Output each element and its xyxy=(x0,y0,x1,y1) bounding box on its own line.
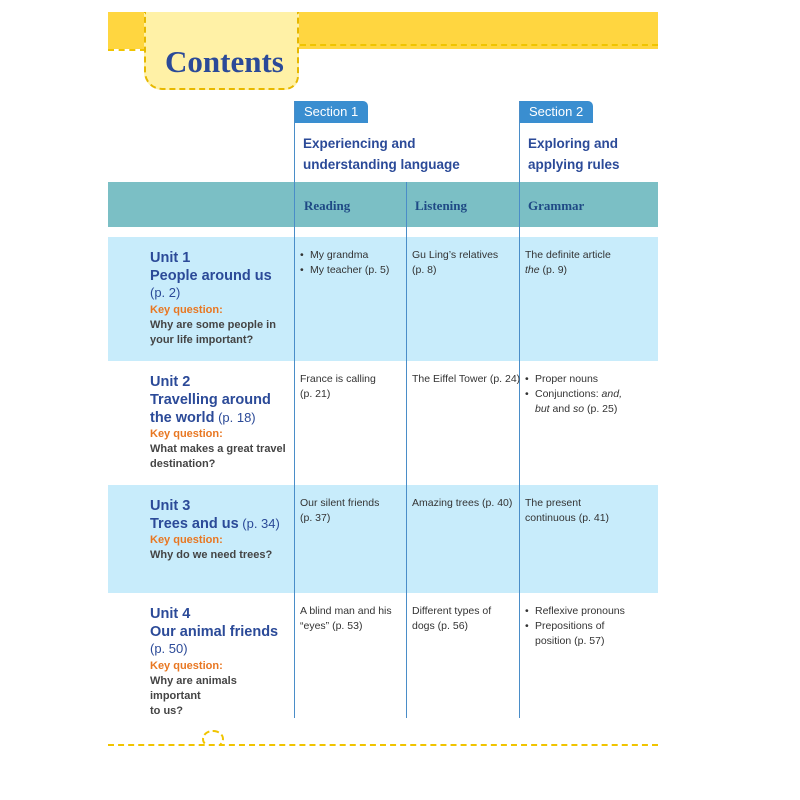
column-divider-1 xyxy=(294,101,295,718)
unit-2-grammar-mid: and xyxy=(549,403,573,415)
unit-2-grammar-item: • Proper nouns xyxy=(525,372,622,387)
section-2-line2: applying rules xyxy=(528,157,620,172)
section-2-line1: Exploring and xyxy=(528,136,619,151)
unit-1-listening xyxy=(412,248,498,278)
unit-3-grammar-line2: continuous (p. 41) xyxy=(525,512,610,524)
unit-4-grammar-item2: Prepositions of xyxy=(535,620,605,632)
unit-2-title-line2-text: the world xyxy=(150,410,215,426)
unit-4-name: Unit 4 xyxy=(150,606,191,622)
section-1-line2: understanding language xyxy=(303,157,460,172)
unit-2-grammar-pre: Conjunctions: xyxy=(535,388,602,400)
column-listening: Listening xyxy=(415,198,468,213)
column-grammar: Grammar xyxy=(528,198,585,213)
unit-1-key-line2: your life important? xyxy=(150,334,254,346)
unit-1-info xyxy=(150,249,290,348)
unit-1-reading xyxy=(300,248,389,278)
unit-4-key-line2: to us? xyxy=(150,705,183,717)
unit-1-grammar-italic: the xyxy=(525,264,540,276)
unit-2-title-line2 xyxy=(150,409,290,427)
column-reading: Reading xyxy=(304,198,351,213)
page-title: Contents xyxy=(165,44,284,79)
unit-1-listening-line2: (p. 8) xyxy=(412,264,437,276)
unit-2-grammar-item xyxy=(525,387,622,417)
unit-4-key-label: Key question: xyxy=(150,660,223,672)
unit-1-listening-line1: Gu Ling’s relatives xyxy=(412,249,499,261)
unit-1-title: People around us xyxy=(150,268,272,284)
unit-3-key-line1: Why do we need trees? xyxy=(150,549,273,561)
section-1-line1: Experiencing and xyxy=(303,136,416,151)
unit-1-key-label: Key question: xyxy=(150,304,223,316)
unit-1-name: Unit 1 xyxy=(150,250,191,266)
unit-2-key-line1: What makes a great travel xyxy=(150,443,286,455)
unit-3-listening xyxy=(412,496,512,511)
unit-4-grammar-item xyxy=(525,619,625,649)
unit-1-grammar-line1: The definite article xyxy=(525,249,611,261)
unit-4-grammar xyxy=(525,604,625,649)
section-2-description xyxy=(528,133,620,175)
unit-4-key-line1: Why are animals important xyxy=(150,675,237,702)
unit-2-listening-line1: The Eiffel Tower (p. 24) xyxy=(412,373,521,385)
unit-4-grammar-item: • Reflexive pronouns xyxy=(525,604,625,619)
banner-dashed-line-left xyxy=(108,49,146,51)
unit-2-title-line1: Travelling around xyxy=(150,392,271,408)
unit-2-key-line2: destination? xyxy=(150,458,216,470)
unit-3-page: (p. 34) xyxy=(238,516,280,531)
unit-4-reading xyxy=(300,604,392,634)
unit-2-grammar-but: but xyxy=(535,403,550,415)
footer-loop-decoration xyxy=(202,730,224,748)
section-2-badge: Section 2 xyxy=(519,101,593,123)
banner-dashed-line xyxy=(300,44,658,46)
unit-3-listening-line1: Amazing trees (p. 40) xyxy=(412,497,513,509)
unit-4-reading-line1: A blind man and his xyxy=(300,605,392,617)
unit-3-grammar-line1: The present xyxy=(525,497,582,509)
unit-1-page: (p. 2) xyxy=(150,285,181,300)
unit-4-reading-line2: “eyes” (p. 53) xyxy=(300,620,363,632)
unit-3-info xyxy=(150,497,290,563)
unit-3-title xyxy=(150,515,290,533)
unit-1-grammar-line2 xyxy=(525,263,611,278)
unit-4-title: Our animal friends xyxy=(150,624,279,640)
unit-1-grammar xyxy=(525,248,611,278)
section-1-badge: Section 1 xyxy=(294,101,368,123)
unit-3-reading-line1: Our silent friends xyxy=(300,497,380,509)
unit-2-reading xyxy=(300,372,376,402)
unit-4-page: (p. 50) xyxy=(150,641,188,656)
unit-1-grammar-rest: (p. 9) xyxy=(539,264,568,276)
unit-3-title-text: Trees and us xyxy=(150,516,239,532)
unit-2-key-label: Key question: xyxy=(150,428,223,440)
unit-3-key-label: Key question: xyxy=(150,534,223,546)
unit-4-listening xyxy=(412,604,491,634)
unit-2-grammar-and: and, xyxy=(601,388,622,400)
unit-3-reading xyxy=(300,496,379,526)
unit-2-grammar-so: so xyxy=(572,403,585,415)
footer-dashed-line xyxy=(108,744,658,746)
unit-2-info xyxy=(150,373,290,472)
unit-3-reading-line2: (p. 37) xyxy=(300,512,331,524)
unit-1-key-line1: Why are some people in xyxy=(150,319,276,331)
unit-2-name: Unit 2 xyxy=(150,374,191,390)
unit-2-listening xyxy=(412,372,520,387)
unit-4-listening-line2: dogs (p. 56) xyxy=(412,620,469,632)
unit-4-info xyxy=(150,605,290,719)
column-divider-3 xyxy=(519,101,520,718)
unit-2-page: (p. 18) xyxy=(214,410,256,425)
unit-4-grammar-item2-cont: position (p. 57) xyxy=(535,635,605,647)
unit-2-grammar xyxy=(525,372,622,417)
unit-1-reading-item: • My grandma xyxy=(300,248,389,263)
unit-3-name: Unit 3 xyxy=(150,498,191,514)
unit-4-listening-line1: Different types of xyxy=(412,605,492,617)
section-1-description xyxy=(303,133,460,175)
unit-3-grammar xyxy=(525,496,609,526)
unit-2-reading-line2: (p. 21) xyxy=(300,388,331,400)
unit-2-reading-line1: France is calling xyxy=(300,373,376,385)
unit-1-reading-item: • My teacher (p. 5) xyxy=(300,263,389,278)
unit-2-grammar-post: (p. 25) xyxy=(584,403,618,415)
column-divider-2 xyxy=(406,182,407,718)
